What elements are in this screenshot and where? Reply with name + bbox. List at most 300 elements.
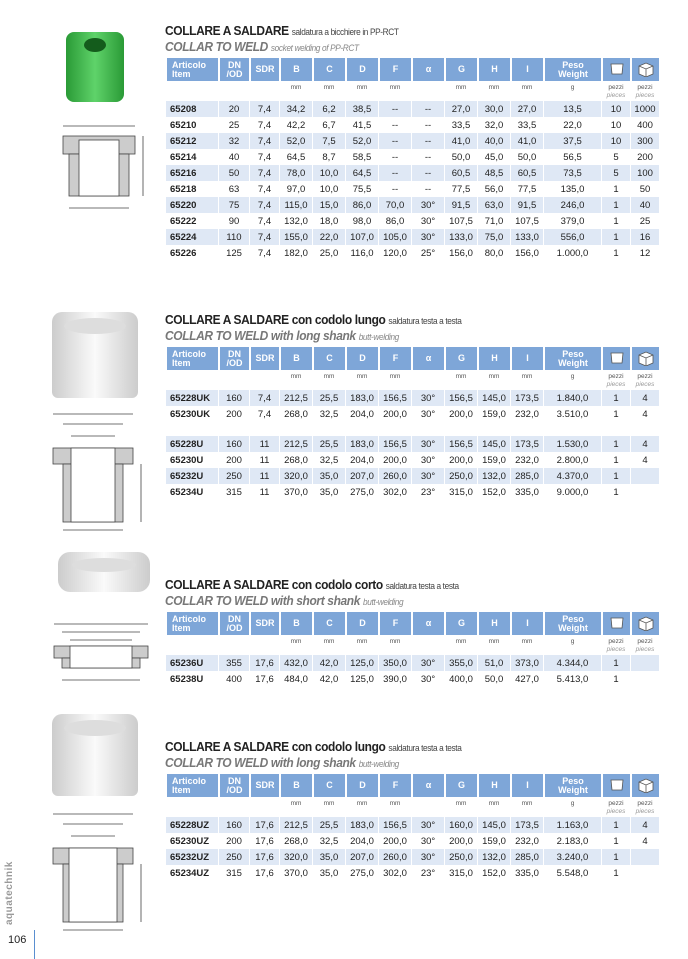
table-cell: 1 bbox=[602, 655, 630, 671]
table-cell: 65234UZ bbox=[170, 867, 210, 879]
table-cell: 315 bbox=[226, 867, 242, 879]
table-cell: -- bbox=[412, 165, 444, 181]
table-cell: 30° bbox=[412, 390, 444, 406]
table-cell: 27,0 bbox=[445, 101, 477, 117]
table-cell: 41,0 bbox=[511, 133, 543, 149]
table-cell: 200 bbox=[226, 408, 242, 420]
table-cell: 156,5 bbox=[379, 817, 411, 833]
table-cell: 160 bbox=[219, 390, 249, 406]
table-cell: 107,0 bbox=[346, 229, 378, 245]
unit-label bbox=[166, 370, 218, 390]
unit-label: g bbox=[570, 373, 575, 380]
column-header: SDR bbox=[250, 774, 279, 797]
column-header: DN /OD bbox=[219, 58, 249, 81]
table-cell: 22,0 bbox=[313, 229, 345, 245]
table-cell bbox=[631, 655, 659, 671]
technical-drawing-4 bbox=[45, 808, 155, 938]
unit-label: mm bbox=[389, 373, 401, 380]
table-cell: -- bbox=[379, 133, 411, 149]
unit-label: pezzi pieces bbox=[635, 800, 655, 815]
table-cell: -- bbox=[424, 183, 432, 195]
table-cell: 1 bbox=[613, 408, 619, 420]
unit-label: pezzi pieces bbox=[635, 373, 655, 388]
unit-label: mm bbox=[290, 373, 302, 380]
table-cell bbox=[631, 468, 659, 484]
table-row bbox=[166, 833, 659, 849]
unit-label bbox=[250, 81, 279, 101]
unit-label bbox=[412, 370, 444, 390]
table-cell: 400 bbox=[226, 673, 242, 685]
table-cell: 65228UK bbox=[166, 390, 218, 406]
table-cell: 65222 bbox=[170, 215, 197, 227]
table-cell: 125,0 bbox=[350, 673, 374, 685]
unit-label: mm bbox=[323, 84, 335, 91]
table-cell: 200 bbox=[637, 151, 653, 163]
table-cell: 1 bbox=[613, 454, 619, 466]
table-cell: 42,0 bbox=[319, 673, 339, 685]
table-cell: 11 bbox=[259, 454, 270, 466]
table-cell: 17,6 bbox=[250, 655, 279, 671]
table-cell: 107,5 bbox=[449, 215, 473, 227]
unit-label bbox=[250, 797, 279, 817]
carton-icon bbox=[631, 58, 659, 81]
table-cell: 41,0 bbox=[445, 133, 477, 149]
table-cell: 156,0 bbox=[449, 247, 473, 259]
table-cell: 64,5 bbox=[286, 151, 306, 163]
table-cell: 1 bbox=[602, 436, 630, 452]
unit-label: mm bbox=[521, 84, 533, 91]
table-cell: 484,0 bbox=[284, 673, 308, 685]
table-cell: -- bbox=[412, 133, 444, 149]
table-cell: 250 bbox=[219, 849, 249, 865]
table-cell: 1 bbox=[613, 183, 619, 195]
table-cell: 30° bbox=[420, 408, 436, 420]
table-cell: 71,0 bbox=[484, 215, 504, 227]
unit-label bbox=[412, 81, 444, 101]
table-cell: 320,0 bbox=[280, 849, 312, 865]
table-cell: 90 bbox=[228, 215, 240, 227]
unit-label: mm bbox=[290, 638, 302, 645]
table-cell: 1 bbox=[613, 486, 619, 498]
table-cell: 23° bbox=[420, 486, 436, 498]
table-cell: 12 bbox=[639, 247, 651, 259]
table-cell: 30° bbox=[412, 849, 444, 865]
table-cell: 373,0 bbox=[511, 655, 543, 671]
table-cell: 75,0 bbox=[478, 229, 510, 245]
unit-label: mm bbox=[356, 800, 368, 807]
table-cell: 78,0 bbox=[280, 165, 312, 181]
table-cell: 65238U bbox=[170, 673, 204, 685]
table-cell: 1 bbox=[613, 673, 619, 685]
table-row bbox=[166, 197, 659, 213]
table-cell: 65210 bbox=[170, 119, 197, 131]
table-cell: 10 bbox=[602, 133, 630, 149]
table-cell: 10,0 bbox=[319, 183, 339, 195]
table-cell: 4 bbox=[642, 835, 648, 847]
table-cell: 42,0 bbox=[313, 655, 345, 671]
table-row bbox=[166, 406, 659, 422]
table-cell: 250 bbox=[219, 468, 249, 484]
unit-label bbox=[166, 797, 218, 817]
unit-label: pezzi pieces bbox=[635, 84, 655, 99]
table-row bbox=[166, 671, 659, 687]
table-cell: 13,5 bbox=[544, 101, 601, 117]
table-cell: 132,0 bbox=[284, 215, 308, 227]
column-header: B bbox=[280, 58, 312, 81]
table-cell: 173,5 bbox=[511, 390, 543, 406]
table-cell: 65236U bbox=[166, 655, 218, 671]
table-cell: 65230UK bbox=[170, 408, 211, 420]
table-cell: -- bbox=[412, 101, 444, 117]
unit-label: pezzi pieces bbox=[635, 638, 655, 653]
section-title-en: COLLAR TO WELD with long shank butt-welding bbox=[165, 328, 399, 343]
column-header: α bbox=[412, 347, 444, 370]
unit-label: pezzi pieces bbox=[606, 84, 626, 99]
table-cell: 91,5 bbox=[511, 197, 543, 213]
section-title-en: COLLAR TO WELD with long shank butt-welding bbox=[165, 755, 399, 770]
table-cell: 8,7 bbox=[322, 151, 336, 163]
table-cell: 65232U bbox=[166, 468, 218, 484]
table-cell: 200,0 bbox=[383, 454, 407, 466]
table-cell: 145,0 bbox=[478, 817, 510, 833]
table-row bbox=[166, 865, 659, 881]
table-cell: 400,0 bbox=[449, 673, 473, 685]
table-cell: 132,0 bbox=[478, 468, 510, 484]
carton-icon bbox=[631, 774, 659, 797]
table-cell: 7,4 bbox=[250, 197, 279, 213]
table-cell: 10 bbox=[610, 119, 622, 131]
table-cell: 65228U bbox=[166, 436, 218, 452]
table-cell: 135,0 bbox=[560, 183, 585, 195]
table-cell: 56,5 bbox=[563, 151, 582, 163]
section-title-en: COLLAR TO WELD with short shank butt-welding bbox=[165, 593, 404, 608]
table-cell: 200,0 bbox=[383, 835, 407, 847]
table-cell: 42,2 bbox=[286, 119, 306, 131]
table-row bbox=[166, 452, 659, 468]
technical-drawing-3 bbox=[40, 618, 160, 688]
section-title: COLLARE A SALDARE con codolo lungo saldatura testa a testa bbox=[165, 312, 462, 327]
table-cell: 35,0 bbox=[313, 468, 345, 484]
section-title: COLLARE A SALDARE con codolo corto saldatura testa a testa bbox=[165, 577, 459, 592]
table-cell: 77,5 bbox=[517, 183, 537, 195]
column-header: B bbox=[280, 774, 312, 797]
column-header: SDR bbox=[250, 612, 279, 635]
table-cell: 107,5 bbox=[515, 215, 539, 227]
table-cell: 183,0 bbox=[346, 390, 378, 406]
table-cell: 268,0 bbox=[284, 835, 308, 847]
unit-label: mm bbox=[389, 638, 401, 645]
table-cell: 132,0 bbox=[478, 849, 510, 865]
table-cell: 7,4 bbox=[257, 247, 272, 259]
table-header bbox=[166, 774, 659, 797]
table-cell: 41,5 bbox=[352, 119, 372, 131]
table-cell: 1 bbox=[602, 468, 630, 484]
table-cell: 320,0 bbox=[280, 468, 312, 484]
column-header: I bbox=[511, 612, 543, 635]
table-cell: 156,5 bbox=[379, 436, 411, 452]
unit-label: g bbox=[570, 800, 575, 807]
table-cell: 32,5 bbox=[319, 454, 339, 466]
section-title: COLLARE A SALDARE con codolo lungo saldatura testa a testa bbox=[165, 739, 462, 754]
table-cell: 23° bbox=[420, 867, 436, 879]
table-cell: 17,6 bbox=[255, 867, 274, 879]
table-header bbox=[166, 58, 659, 81]
table-cell: 1000 bbox=[631, 101, 659, 117]
unit-label: mm bbox=[521, 800, 533, 807]
table-cell: 200,0 bbox=[449, 835, 473, 847]
table-cell: 200 bbox=[226, 835, 242, 847]
column-header: Peso Weight bbox=[544, 58, 601, 81]
table-cell: 25,5 bbox=[313, 817, 345, 833]
table-cell: 285,0 bbox=[511, 468, 543, 484]
table-row bbox=[166, 133, 659, 149]
table-cell: -- bbox=[379, 165, 411, 181]
table-cell: 1 bbox=[602, 817, 630, 833]
table-cell: 40,0 bbox=[478, 133, 510, 149]
table-cell: 302,0 bbox=[383, 867, 407, 879]
table-cell bbox=[631, 484, 659, 500]
table-row bbox=[166, 817, 659, 833]
table-cell: 56,0 bbox=[484, 183, 504, 195]
table-cell: 355 bbox=[219, 655, 249, 671]
table-cell: 30° bbox=[420, 215, 436, 227]
unit-label bbox=[219, 797, 249, 817]
table-cell: 16 bbox=[631, 229, 659, 245]
table-cell: 268,0 bbox=[284, 454, 308, 466]
table-cell: 302,0 bbox=[383, 486, 407, 498]
table-cell: 40 bbox=[631, 197, 659, 213]
box-icon bbox=[602, 347, 630, 370]
unit-label bbox=[219, 635, 249, 655]
table-cell: 7,4 bbox=[257, 183, 272, 195]
table-cell: 10 bbox=[602, 101, 630, 117]
table-cell: 155,0 bbox=[280, 229, 312, 245]
table-cell: 65208 bbox=[166, 101, 218, 117]
box-icon bbox=[602, 58, 630, 81]
table-cell: 11 bbox=[250, 468, 279, 484]
table-cell: 70,0 bbox=[379, 197, 411, 213]
table-cell: 33,5 bbox=[517, 119, 537, 131]
unit-label: mm bbox=[488, 84, 500, 91]
table-cell: 152,0 bbox=[482, 486, 506, 498]
table-cell: 77,5 bbox=[451, 183, 471, 195]
table-cell: 50 bbox=[219, 165, 249, 181]
table-cell: 183,0 bbox=[346, 817, 378, 833]
table-cell: 17,6 bbox=[255, 673, 274, 685]
column-header: H bbox=[478, 347, 510, 370]
product-table bbox=[165, 612, 660, 687]
column-header: Peso Weight bbox=[544, 612, 601, 635]
table-cell: 160 bbox=[219, 436, 249, 452]
product-table bbox=[165, 774, 660, 881]
table-cell: 22,0 bbox=[563, 119, 582, 131]
table-row bbox=[166, 849, 659, 865]
table-cell: 7,4 bbox=[257, 119, 272, 131]
table-cell: 65228UZ bbox=[166, 817, 218, 833]
column-header: H bbox=[478, 58, 510, 81]
table-cell: 335,0 bbox=[515, 867, 539, 879]
table-cell: 1 bbox=[613, 867, 619, 879]
table-header bbox=[166, 347, 659, 370]
table-cell: 25,0 bbox=[319, 247, 339, 259]
table-cell: 156,5 bbox=[445, 436, 477, 452]
table-cell: 17,6 bbox=[250, 817, 279, 833]
technical-drawing-1 bbox=[55, 118, 155, 223]
table-cell: 7,4 bbox=[250, 390, 279, 406]
table-cell: 30,0 bbox=[478, 101, 510, 117]
section-collar-long-shank-sdr17 bbox=[165, 739, 655, 881]
table-cell: 120,0 bbox=[383, 247, 407, 259]
table-cell: 100 bbox=[631, 165, 659, 181]
column-header: Articolo Item bbox=[166, 774, 218, 797]
table-cell: 7,4 bbox=[250, 165, 279, 181]
table-cell: 32,0 bbox=[484, 119, 504, 131]
table-cell: 25 bbox=[228, 119, 240, 131]
table-row bbox=[166, 245, 659, 261]
table-cell: 25,5 bbox=[313, 436, 345, 452]
table-cell: 125,0 bbox=[346, 655, 378, 671]
table-cell: 60,5 bbox=[511, 165, 543, 181]
table-cell: 285,0 bbox=[511, 849, 543, 865]
unit-label bbox=[219, 370, 249, 390]
table-cell: 133,0 bbox=[511, 229, 543, 245]
column-header: DN /OD bbox=[219, 347, 249, 370]
table-cell: 48,5 bbox=[478, 165, 510, 181]
table-cell: 18,0 bbox=[319, 215, 339, 227]
brand-vertical: aquatechnik bbox=[4, 861, 15, 925]
table-row bbox=[166, 181, 659, 197]
table-cell: 1.530,0 bbox=[544, 436, 601, 452]
table-cell: 275,0 bbox=[350, 486, 374, 498]
table-row bbox=[166, 213, 659, 229]
unit-label: mm bbox=[455, 800, 467, 807]
unit-label: mm bbox=[521, 638, 533, 645]
table-row bbox=[166, 390, 659, 406]
product-image-white-collar-long bbox=[52, 312, 138, 398]
column-header: D bbox=[346, 347, 378, 370]
column-header: DN /OD bbox=[219, 774, 249, 797]
table-cell: 34,2 bbox=[280, 101, 312, 117]
table-cell: 7,5 bbox=[313, 133, 345, 149]
table-cell: 7,4 bbox=[257, 408, 272, 420]
table-cell: 156,5 bbox=[445, 390, 477, 406]
table-cell: -- bbox=[424, 119, 432, 131]
unit-label bbox=[412, 797, 444, 817]
table-cell: 355,0 bbox=[445, 655, 477, 671]
table-row bbox=[166, 468, 659, 484]
table-cell: 1.000,0 bbox=[556, 247, 589, 259]
section-collar-short-shank bbox=[165, 577, 655, 687]
table-cell: 98,0 bbox=[352, 215, 372, 227]
table-cell: 300 bbox=[631, 133, 659, 149]
unit-label: mm bbox=[389, 84, 401, 91]
table-cell: 182,0 bbox=[284, 247, 308, 259]
unit-label: mm bbox=[323, 638, 335, 645]
unit-label: mm bbox=[521, 373, 533, 380]
table-cell: 30° bbox=[420, 673, 436, 685]
unit-label: mm bbox=[323, 373, 335, 380]
unit-label: mm bbox=[290, 800, 302, 807]
table-cell: 35,0 bbox=[319, 867, 339, 879]
table-cell: 370,0 bbox=[284, 486, 308, 498]
table-cell: 25 bbox=[639, 215, 651, 227]
table-cell: 65230UZ bbox=[170, 835, 210, 847]
unit-label: g bbox=[570, 638, 575, 645]
unit-label: mm bbox=[290, 84, 302, 91]
product-table bbox=[165, 58, 660, 261]
section-collar-socket bbox=[165, 23, 656, 261]
column-header: Articolo Item bbox=[166, 612, 218, 635]
unit-label: g bbox=[570, 84, 575, 91]
table-cell: 105,0 bbox=[379, 229, 411, 245]
table-cell: 4 bbox=[631, 817, 659, 833]
table-cell: 159,0 bbox=[482, 408, 506, 420]
table-cell: 350,0 bbox=[379, 655, 411, 671]
table-cell: 37,5 bbox=[544, 133, 601, 149]
table-cell: 50,0 bbox=[451, 151, 471, 163]
table-cell: 60,5 bbox=[445, 165, 477, 181]
table-cell: 4 bbox=[642, 454, 648, 466]
table-cell: 115,0 bbox=[280, 197, 312, 213]
column-header: Articolo Item bbox=[166, 347, 218, 370]
table-cell: 200,0 bbox=[383, 408, 407, 420]
table-cell: 183,0 bbox=[346, 436, 378, 452]
unit-label bbox=[250, 635, 279, 655]
unit-label: mm bbox=[389, 800, 401, 807]
box-icon bbox=[602, 774, 630, 797]
page-number: 106 bbox=[8, 934, 27, 946]
table-cell: 232,0 bbox=[515, 408, 539, 420]
table-cell: 145,0 bbox=[478, 390, 510, 406]
table-cell: 3.240,0 bbox=[544, 849, 601, 865]
column-header: F bbox=[379, 58, 411, 81]
table-cell: 86,0 bbox=[385, 215, 405, 227]
table-cell: 5 bbox=[613, 151, 619, 163]
unit-label bbox=[166, 81, 218, 101]
table-cell: 7,4 bbox=[257, 215, 272, 227]
table-cell: 268,0 bbox=[284, 408, 308, 420]
table-cell: 427,0 bbox=[515, 673, 539, 685]
table-cell: 7,4 bbox=[250, 229, 279, 245]
table-cell: 7,4 bbox=[257, 151, 272, 163]
table-cell: 5.548,0 bbox=[556, 867, 589, 879]
product-image-white-collar-short bbox=[58, 552, 150, 592]
unit-label: pezzi pieces bbox=[606, 373, 626, 388]
table-cell: 432,0 bbox=[280, 655, 312, 671]
table-cell: 30° bbox=[412, 655, 444, 671]
table-cell: 156,5 bbox=[379, 390, 411, 406]
table-cell: 52,0 bbox=[346, 133, 378, 149]
table-cell: 315,0 bbox=[449, 486, 473, 498]
table-cell: 75,5 bbox=[352, 183, 372, 195]
table-cell: 173,5 bbox=[511, 817, 543, 833]
table-cell: 65220 bbox=[166, 197, 218, 213]
table-cell: 30° bbox=[412, 229, 444, 245]
table-cell: 75 bbox=[219, 197, 249, 213]
table-cell: -- bbox=[424, 151, 432, 163]
table-cell: 17,6 bbox=[255, 835, 274, 847]
table-cell: 45,0 bbox=[484, 151, 504, 163]
table-cell: 7,4 bbox=[250, 101, 279, 117]
unit-label: mm bbox=[488, 800, 500, 807]
table-cell: 25,5 bbox=[313, 390, 345, 406]
table-cell: 11 bbox=[250, 436, 279, 452]
table-cell: 65226 bbox=[170, 247, 197, 259]
table-cell: -- bbox=[391, 151, 399, 163]
table-cell: 232,0 bbox=[515, 454, 539, 466]
column-header: F bbox=[379, 774, 411, 797]
table-row bbox=[166, 101, 659, 117]
